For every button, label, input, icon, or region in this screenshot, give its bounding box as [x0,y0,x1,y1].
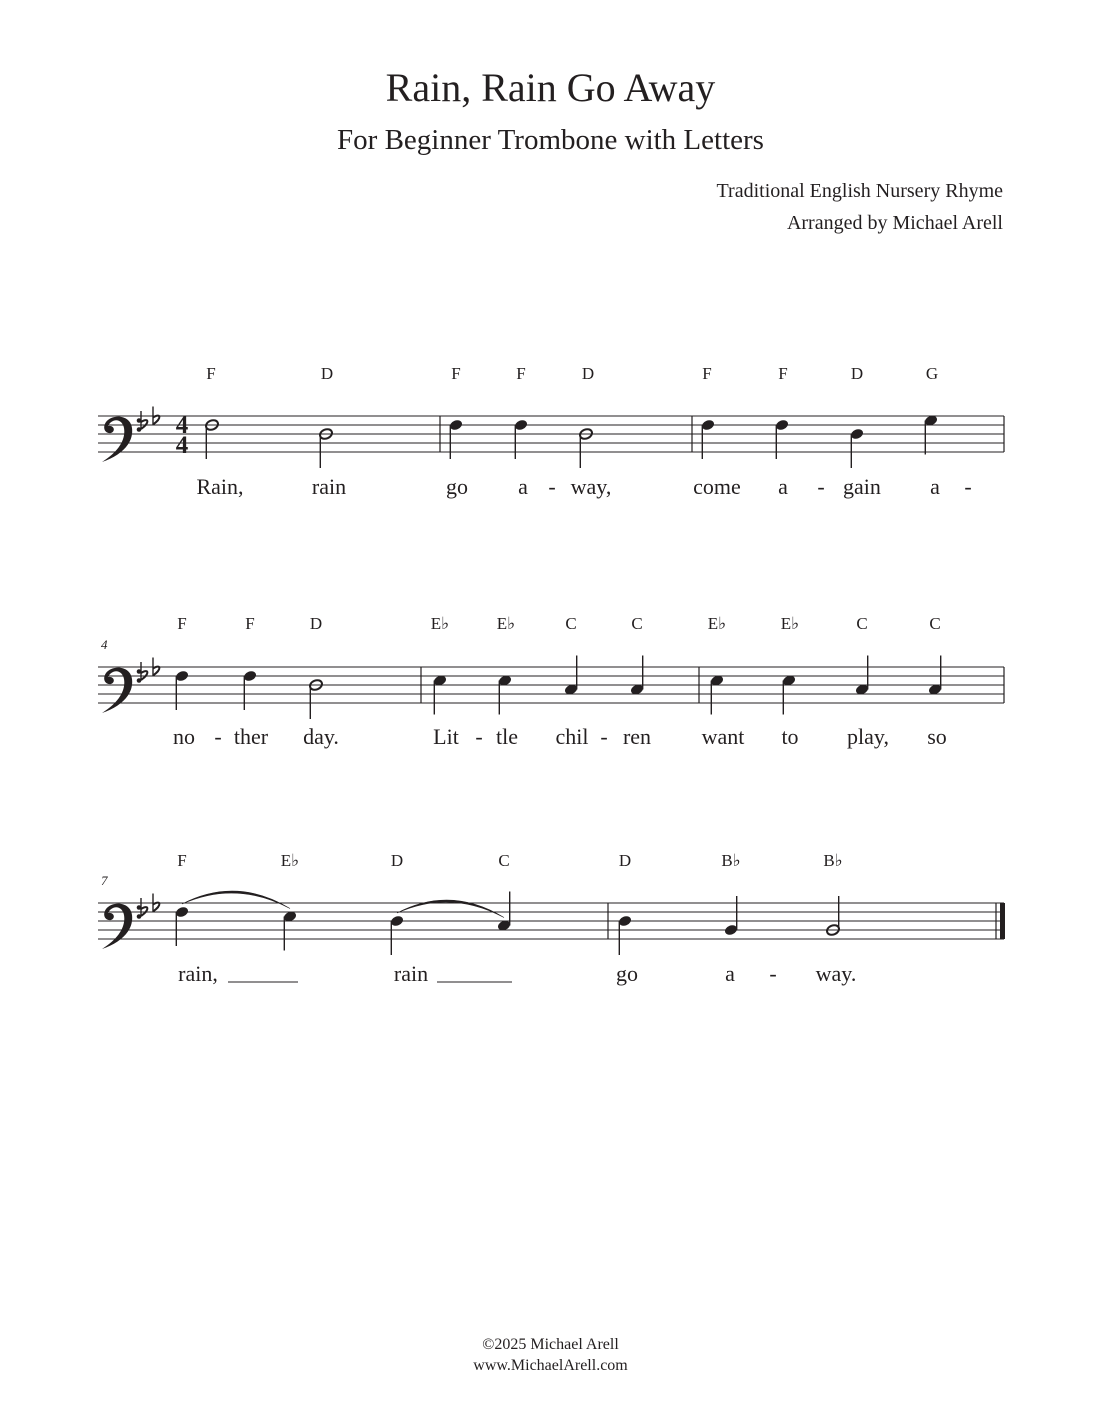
note-letter: D [618,851,632,870]
note-letter: C [565,614,577,633]
lyric: rain, [178,961,218,986]
lyric: ren [622,724,652,749]
note-letter: D [850,364,864,383]
lyric: tle [496,724,518,749]
measure-number: 4 [101,637,108,652]
arranger-credit: Arranged by Michael Arell [786,212,1003,234]
lyric: to [781,724,799,749]
lyric: so [927,724,947,749]
lyric: gain [843,474,881,499]
bass-clef-curve [102,668,132,713]
note-letter: C [631,614,643,633]
note-letter: F [206,364,216,383]
note-letter: F [451,364,461,383]
note-letter: E♭ [430,614,450,633]
note [775,419,790,459]
song-title: Rain, Rain Go Away [385,65,716,110]
lyric-hyphen: - [548,474,556,499]
note-letter: D [309,614,323,633]
bass-clef-curve [102,904,132,949]
lyric-hyphen: - [214,724,222,749]
note-letter: B♭ [721,851,741,870]
staff-system-2 [101,614,1004,749]
lyric: ther [233,724,269,749]
lyric: chil [555,724,589,749]
lyric: Lit [433,724,459,749]
note-letter: E♭ [280,851,300,870]
staff-system-1 [98,364,1004,499]
measure-number: 7 [101,873,108,888]
note-letter: G [925,364,939,383]
flat-icon [141,411,147,429]
lyric: a [930,474,940,499]
note-letter: C [498,851,510,870]
note [701,419,716,459]
flat-icon [141,898,147,916]
lyric: way, [570,474,612,499]
bass-clef-icon [102,417,141,462]
lyric: a [725,961,735,986]
copyright-notice: ©2025 Michael Arell [482,1336,619,1353]
website-link[interactable]: www.MichaelArell.com [473,1357,628,1374]
lyric: rain [311,474,347,499]
lyric-hyphen: - [817,474,825,499]
staff-system-3 [101,851,1005,986]
lyric: come [693,474,741,499]
lyric-hyphen: - [600,724,608,749]
flat-icon [141,662,147,680]
note-letter: F [245,614,255,633]
lyric: go [446,474,468,499]
composer-credit: Traditional English Nursery Rhyme [716,180,1003,202]
note-letter: C [929,614,941,633]
note-letter: D [581,364,595,383]
note-letter: B♭ [823,851,843,870]
note-letter: F [516,364,526,383]
bass-clef-icon [102,668,141,713]
note-letter: F [702,364,712,383]
lyric: play, [847,724,889,749]
note-letter: D [390,851,404,870]
slur [182,891,290,908]
note-letter: F [778,364,788,383]
flat-bowl [153,416,159,425]
lyric: want [701,724,745,749]
lyric: day. [303,724,339,749]
note-letter: C [856,614,868,633]
lyric: go [616,961,638,986]
flat-bowl [153,667,159,676]
lyric: rain [393,961,429,986]
lyric-hyphen: - [769,961,777,986]
lyric-hyphen: - [475,724,483,749]
note-letter: D [320,364,334,383]
lyric-hyphen: - [964,474,972,499]
lyric: no [173,724,195,749]
note [514,419,529,459]
time-signature-top: 4 [175,412,189,439]
song-subtitle: For Beginner Trombone with Letters [337,124,764,156]
lyric: Rain, [196,474,244,499]
note [850,428,865,468]
time-signature-bottom: 4 [175,432,189,459]
bass-clef-icon [102,904,141,949]
bass-clef-curve [102,417,132,462]
note-letter: E♭ [496,614,516,633]
note-letter: E♭ [707,614,727,633]
note-letter: E♭ [780,614,800,633]
note-letter: F [177,851,187,870]
flat-bowl [153,903,159,912]
note-letter: F [177,614,187,633]
lyric: way. [815,961,857,986]
lyric: a [518,474,528,499]
lyric: a [778,474,788,499]
note [449,419,464,459]
